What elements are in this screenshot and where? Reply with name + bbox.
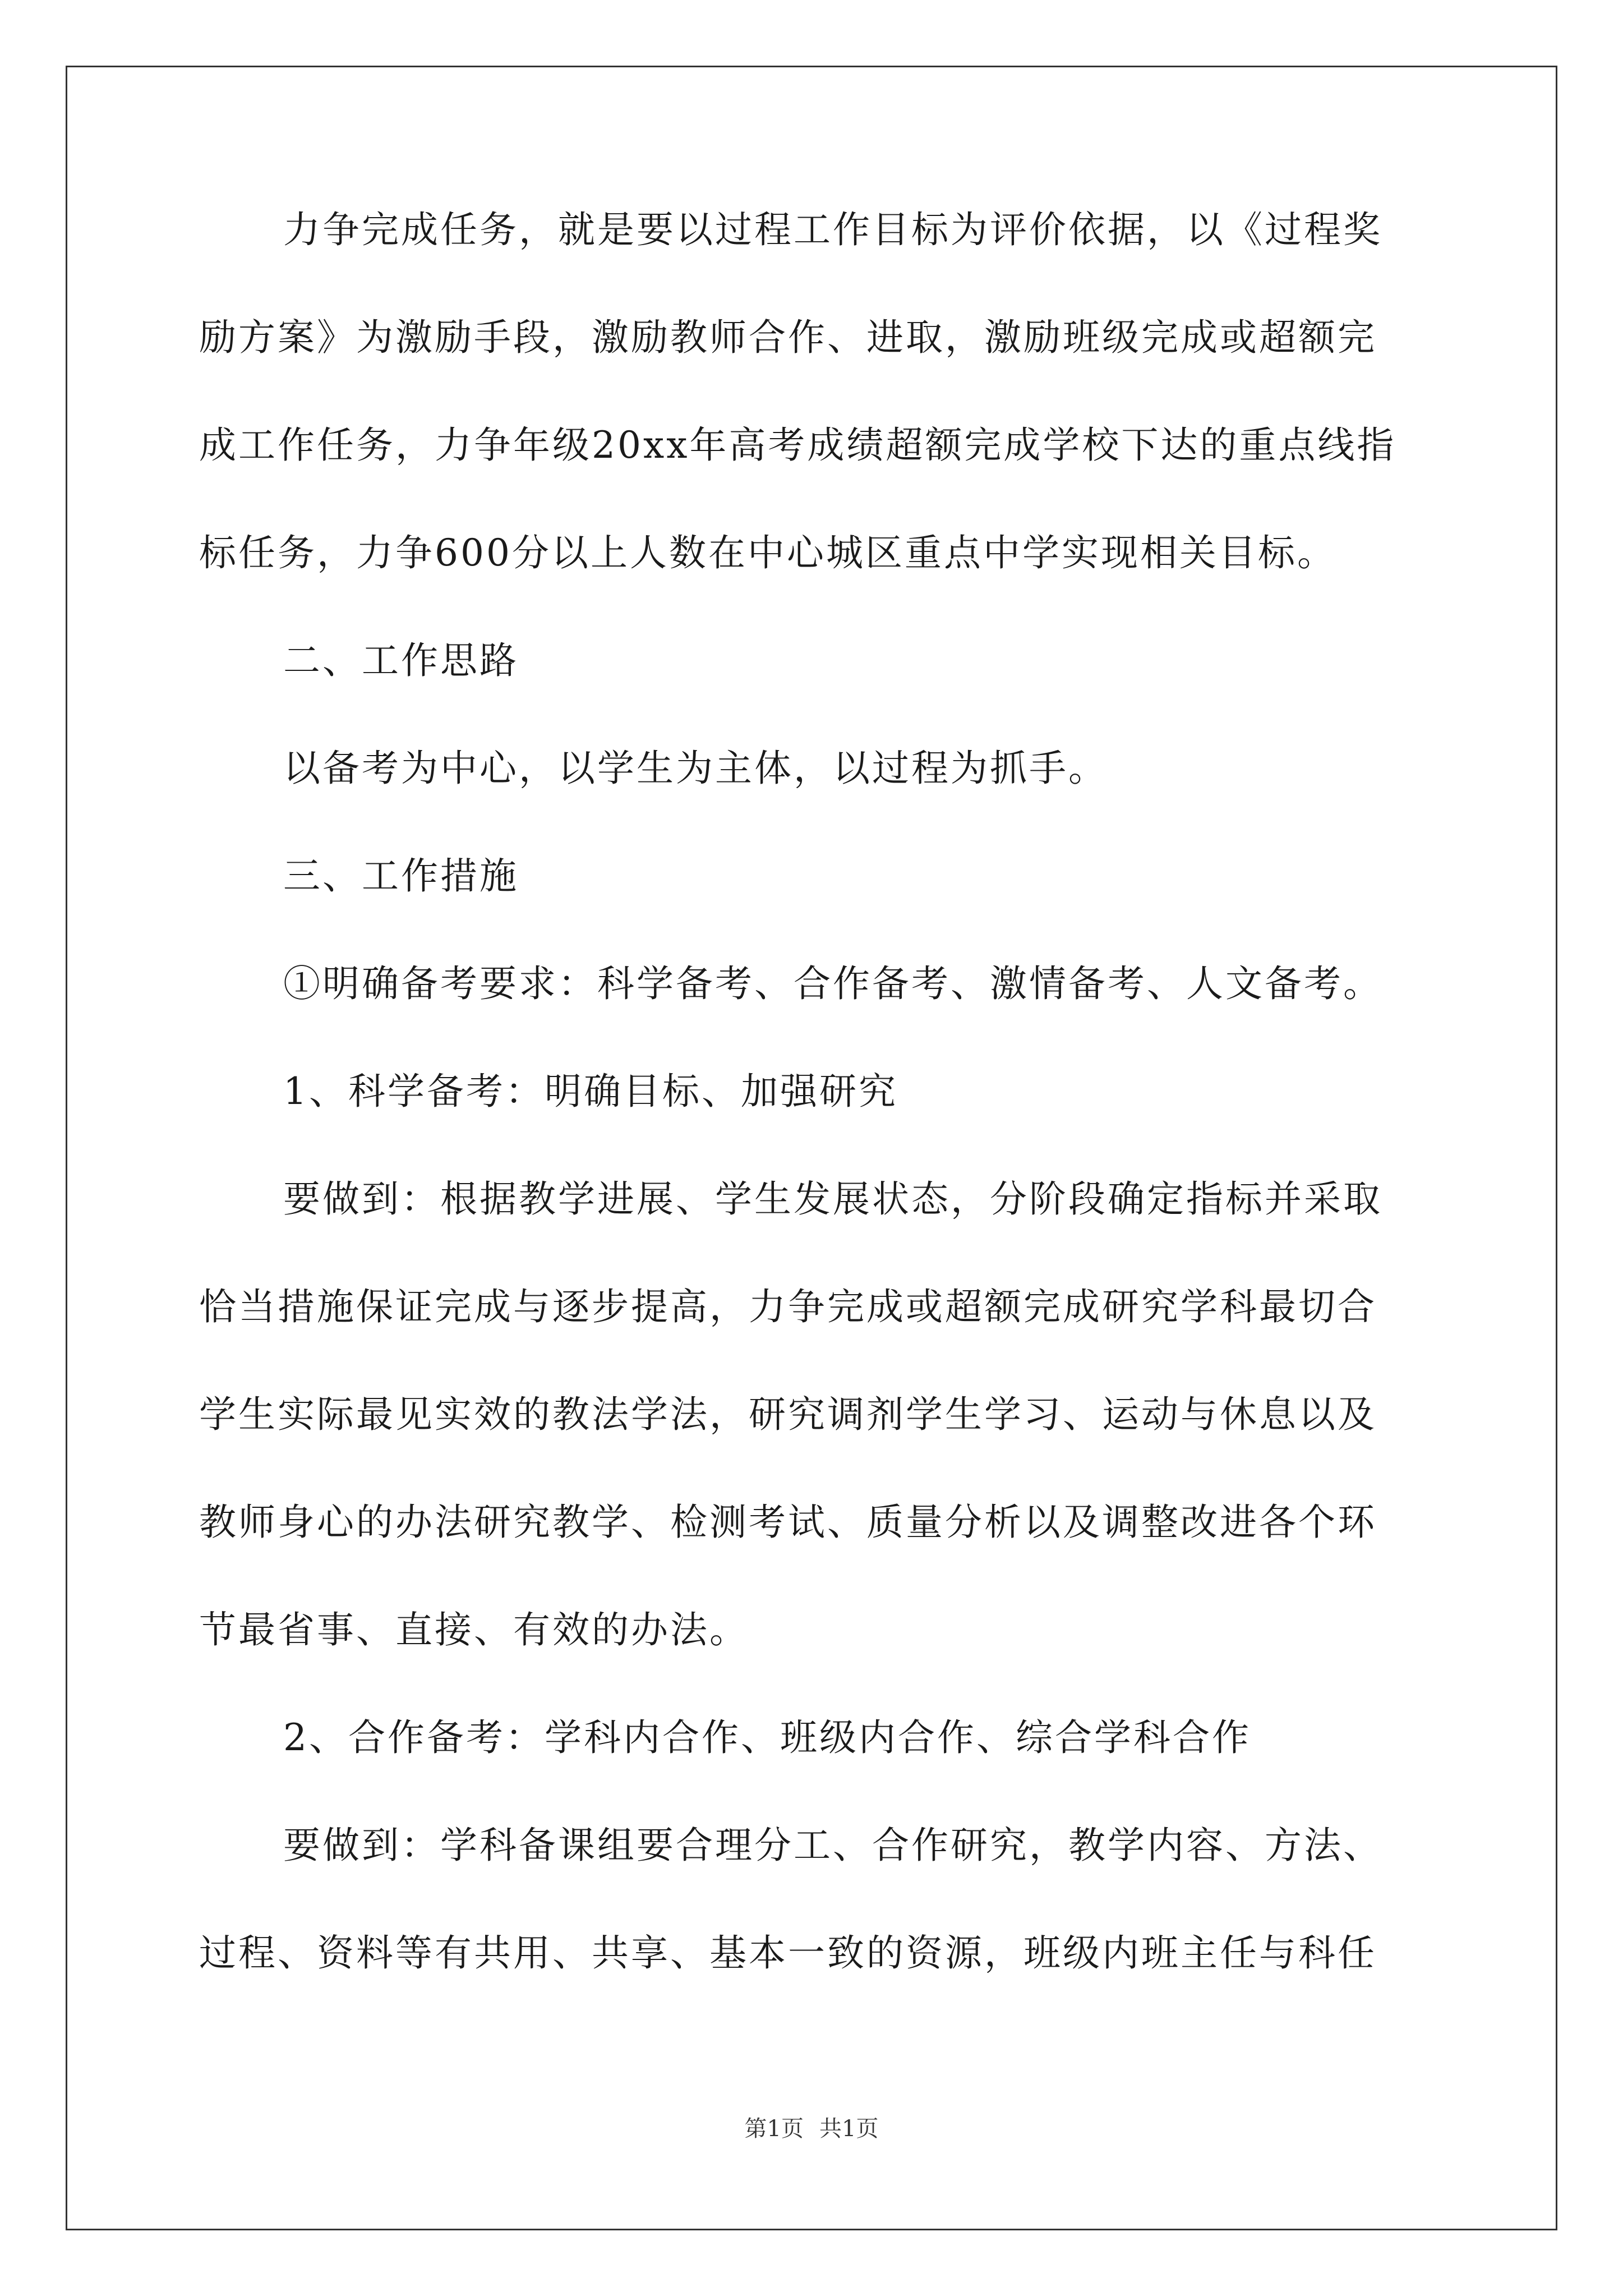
paragraph-line: 过程、资料等有共用、共享、基本一致的资源，班级内班主任与科任 bbox=[199, 1931, 1377, 1975]
page-total: 共1页 bbox=[819, 2116, 879, 2142]
section-heading: 二、工作思路 bbox=[283, 639, 519, 682]
page-footer bbox=[0, 2115, 1623, 2143]
subsection-heading: 2、合作备考：学科内合作、班级内合作、综合学科合作 bbox=[283, 1716, 1251, 1759]
section-heading: 三、工作措施 bbox=[283, 854, 519, 898]
paragraph-line: 学生实际最见实效的教法学法，研究调剂学生学习、运动与休息以及 bbox=[199, 1393, 1377, 1436]
paragraph-line: 标任务，力争600分以上人数在中心城区重点中学实现相关目标。 bbox=[199, 531, 1336, 574]
paragraph-line: 要做到：学科备课组要合理分工、合作研究，教学内容、方法、 bbox=[283, 1824, 1382, 1867]
paragraph-line: 教师身心的办法研究教学、检测考试、质量分析以及调整改进各个环 bbox=[199, 1501, 1377, 1544]
paragraph-line: 力争完成任务，就是要以过程工作目标为评价依据，以《过程奖 bbox=[283, 208, 1382, 251]
document-body bbox=[199, 208, 1430, 2039]
paragraph-line: 要做到：根据教学进展、学生发展状态，分阶段确定指标并采取 bbox=[283, 1177, 1382, 1221]
subsection-heading: 1、科学备考：明确目标、加强研究 bbox=[283, 1070, 898, 1113]
paragraph-line: ①明确备考要求：科学备考、合作备考、激情备考、人文备考。 bbox=[283, 962, 1382, 1005]
paragraph-line: 节最省事、直接、有效的办法。 bbox=[199, 1608, 749, 1651]
paragraph-line: 励方案》为激励手段，激励教师合作、进取，激励班级完成或超额完 bbox=[199, 316, 1377, 359]
page-number: 第1页 bbox=[744, 2116, 804, 2142]
paragraph-line: 恰当措施保证完成与逐步提高，力争完成或超额完成研究学科最切合 bbox=[199, 1285, 1377, 1328]
paragraph-line: 成工作任务，力争年级20xx年高考成绩超额完成学校下达的重点线指 bbox=[199, 424, 1396, 467]
paragraph-line: 以备考为中心，以学生为主体，以过程为抓手。 bbox=[283, 747, 1108, 790]
